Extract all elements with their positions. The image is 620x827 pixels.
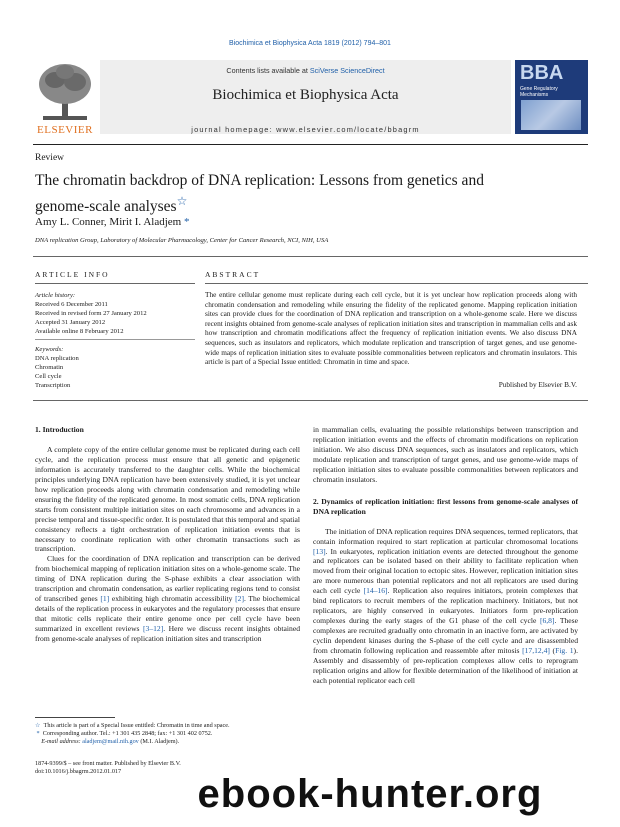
footnote-email: E-mail address: aladjem@mail.nih.gov (M.I. Aladjem).: [41, 738, 180, 745]
contents-prefix: Contents lists available at: [226, 66, 310, 75]
history-received: Received 6 December 2011: [35, 301, 108, 308]
issn-line: 1874-9399/$ – see front matter. Published by Elsevier B.V.: [35, 760, 181, 767]
keyword: DNA replication: [35, 355, 79, 362]
right-column: [313, 425, 578, 686]
citation-link[interactable]: [2]: [235, 594, 244, 604]
email-link[interactable]: aladjem@mail.nih.gov: [82, 738, 139, 745]
citation-link[interactable]: [17,12,4]: [522, 646, 550, 656]
keyword: Cell cycle: [35, 373, 62, 380]
abstract-rule: [33, 400, 588, 401]
cover-title: BBA: [520, 62, 564, 84]
keyword: Chromatin: [35, 364, 64, 371]
footnote-corresponding: * Corresponding author. Tel.: +1 301 435 2848; fax: +1 301 402 0752.: [36, 730, 213, 737]
article-history: [35, 291, 147, 336]
info-rule: [33, 256, 588, 257]
cover-image: [521, 100, 581, 130]
citation-link[interactable]: [6,8]: [539, 616, 555, 626]
article-authors: Amy L. Conner, Mirit I. Aladjem *: [35, 216, 190, 228]
history-revised: Received in revised form 27 January 2012: [35, 310, 147, 317]
history-online: Available online 8 February 2012: [35, 328, 124, 335]
cover-subtitle: Gene Regulatory Mechanisms: [520, 86, 558, 98]
figure-link[interactable]: Fig. 1: [555, 646, 574, 656]
history-accepted: Accepted 31 January 2012: [35, 319, 106, 326]
contents-line: [100, 66, 511, 75]
abstract-heading: ABSTRACT: [205, 270, 261, 279]
abstract-published-by: Published by Elsevier B.V.: [498, 380, 577, 389]
article-info-heading: ARTICLE INFO: [35, 270, 110, 279]
history-label: Article history:: [35, 292, 76, 299]
citation-link[interactable]: [14–16]: [363, 586, 388, 596]
citation-link[interactable]: [1]: [100, 594, 110, 604]
elsevier-tree-logo: [33, 60, 97, 134]
footnote-special-issue: ☆ This article is part of a Special Issue entitled: Chromatin in time and space.: [35, 722, 230, 729]
left-column: [35, 425, 300, 644]
doi-line[interactable]: doi:10.1016/j.bbagrm.2012.01.017: [35, 768, 122, 775]
journal-reference[interactable]: Biochimica et Biophysica Acta 1819 (2012) 794–801: [229, 40, 391, 47]
intro-paragraph-1: A complete copy of the entire cellular genome must be replicated during each cell cycle, and the replication process must ensure that all genetic and epigenetic information is accurately transferred to the daughter cells. While the biochemical principles underlying DNA replication have been extensively studied, it is yet unclear how replication proceeds along with chromatin condensation and remodeling while ensuring the fidelity of the replicated genome. In most somatic cells, DNA replication starts from consistent multiple initiation sites on each chromosome and advances in a precise temporal and tissue-specific order. It is postulated that this temporal and spatial consistency reflects a tight orchestration of replication initiation events that is necessary to coordinate replication with other chromatin transactions such as transcription.: [35, 444, 300, 554]
intro-paragraph-2: Clues for the coordination of DNA replication and transcription can be derived from biochemical mapping of replication initiation sites on a whole-genome scale. The timing of DNA replication during the S-phase exhibits a clear association with transcription and chromatin condensation, as earlier replicating regions tend to consist of transcribed genes [1] exhibiting high chromatin accessibility [2]. The biochemical details of the replication process in eukaryotes and the regulatory processes that ensure that mitotic cells replicate their entire genome once per cell cycle have been summarized in excellent reviews [3–12]. Here we discuss recent insights obtained from genome-scale analyses of replication initiation sites and transcription: [35, 554, 301, 644]
journal-cover-thumbnail[interactable]: [515, 60, 588, 134]
article-title: The chromatin backdrop of DNA replication: Lessons from genetics and genome-scale analyses☆: [35, 172, 484, 216]
sciencedirect-link[interactable]: SciVerse ScienceDirect: [309, 66, 385, 75]
elsevier-wordmark: ELSEVIER: [37, 124, 93, 136]
info-subrule: [35, 283, 195, 284]
keywords: [35, 345, 79, 390]
section-2-heading: 2. Dynamics of replication initiation: first lessons from genome-scale analyses of DNA replication: [313, 496, 578, 516]
section-2-paragraph: The initiation of DNA replication requires DNA sequences, termed replicators, that contain information required to start replication at particular chromosomal locations [13]. In eukaryotes, replication initiation events are detected throughout the genome and replicators can be isolated based on their ability to facilitate replication when moved from their original location to ectopic sites. However, replication initiation sites are more numerous than potential replicators and not all replicators are used during each cell cycle [14–16]. Replication also requires initiators, protein complexes that bind replicators to recruit members of the replication machinery. Initiators, but not replicators, are highly conserved in eukaryotes. Initiators form pre-replication complexes during the early stages of the G1 phase of the cell cycle [6,8]. These complexes are recruited gradually onto chromatin in an inactive form, are activated by cyclin dependent kinases during the S-phase of the cell cycle and are disassembled from chromatin following replication and reassemble after mitosis [17,12,4] (Fig. 1). Assembly and disassembly of pre-replication complexes allow cells to reprogram replication origins and allow for flexible determination of the likelihood of initiation at each potential replicator each cell: [313, 526, 578, 685]
author-affiliation: DNA replication Group, Laboratory of Molecular Pharmacology, Center for Cancer Research, NCI, NIH, USA: [35, 237, 329, 244]
corresponding-author-mark[interactable]: *: [183, 216, 190, 228]
footnotes: [35, 722, 300, 746]
citation-link[interactable]: [3–12]: [143, 624, 164, 634]
journal-homepage[interactable]: journal homepage: www.elsevier.com/locate/bbagrm: [191, 125, 420, 134]
citation-link[interactable]: [13]: [313, 546, 326, 556]
header-rule: [33, 144, 588, 145]
site-watermark: ebook-hunter.org: [197, 772, 543, 816]
abstract-subrule: [205, 283, 588, 284]
title-footnote-mark[interactable]: ☆: [176, 194, 188, 208]
keywords-rule: [35, 339, 195, 340]
footnote-rule: [35, 717, 115, 718]
intro-paragraph-continued: in mammalian cells, evaluating the possible relationships between transcription and replication initiation events and the effects of chromatin modifications on replication initiation. We also discuss DNA sequences, such as insulators and replicators, which modulate replication and transcription of target genes, and use genome-wide maps of replication initiation sites to evaluate possible commonalities between replicators and chromatin insulators.: [313, 425, 578, 484]
abstract-text: The entire cellular genome must replicate during each cell cycle, but it is yet unclear how replication proceeds along with chromatin condensation and remodeling while ensuring the fidelity of the replicated genome. Mapping replication initiation sites can provide clues for the coordination of DNA replication and transcription on a whole-genome scale. Here we discuss recent insights obtained from genome-scale analyses of replication initiation sites and transcription in mammalian cells and ask how transcription and chromatin modifications affect the frequency of replication initiation events. We also discuss DNA sequences, such as insulators and replicators, which modulate replication and transcription of target genes, and use genome-wide maps of replication initiation sites to evaluate possible commonalities between replicators and chromatin insulators. This article is part of a Special Issue entitled: Chromatin in time and space.: [205, 290, 577, 367]
keyword: Transcription: [35, 382, 71, 389]
keywords-label: Keywords:: [35, 346, 64, 353]
journal-name: Biochimica et Biophysica Acta: [212, 87, 399, 103]
article-type: Review: [35, 153, 65, 163]
intro-heading: 1. Introduction: [35, 425, 84, 434]
